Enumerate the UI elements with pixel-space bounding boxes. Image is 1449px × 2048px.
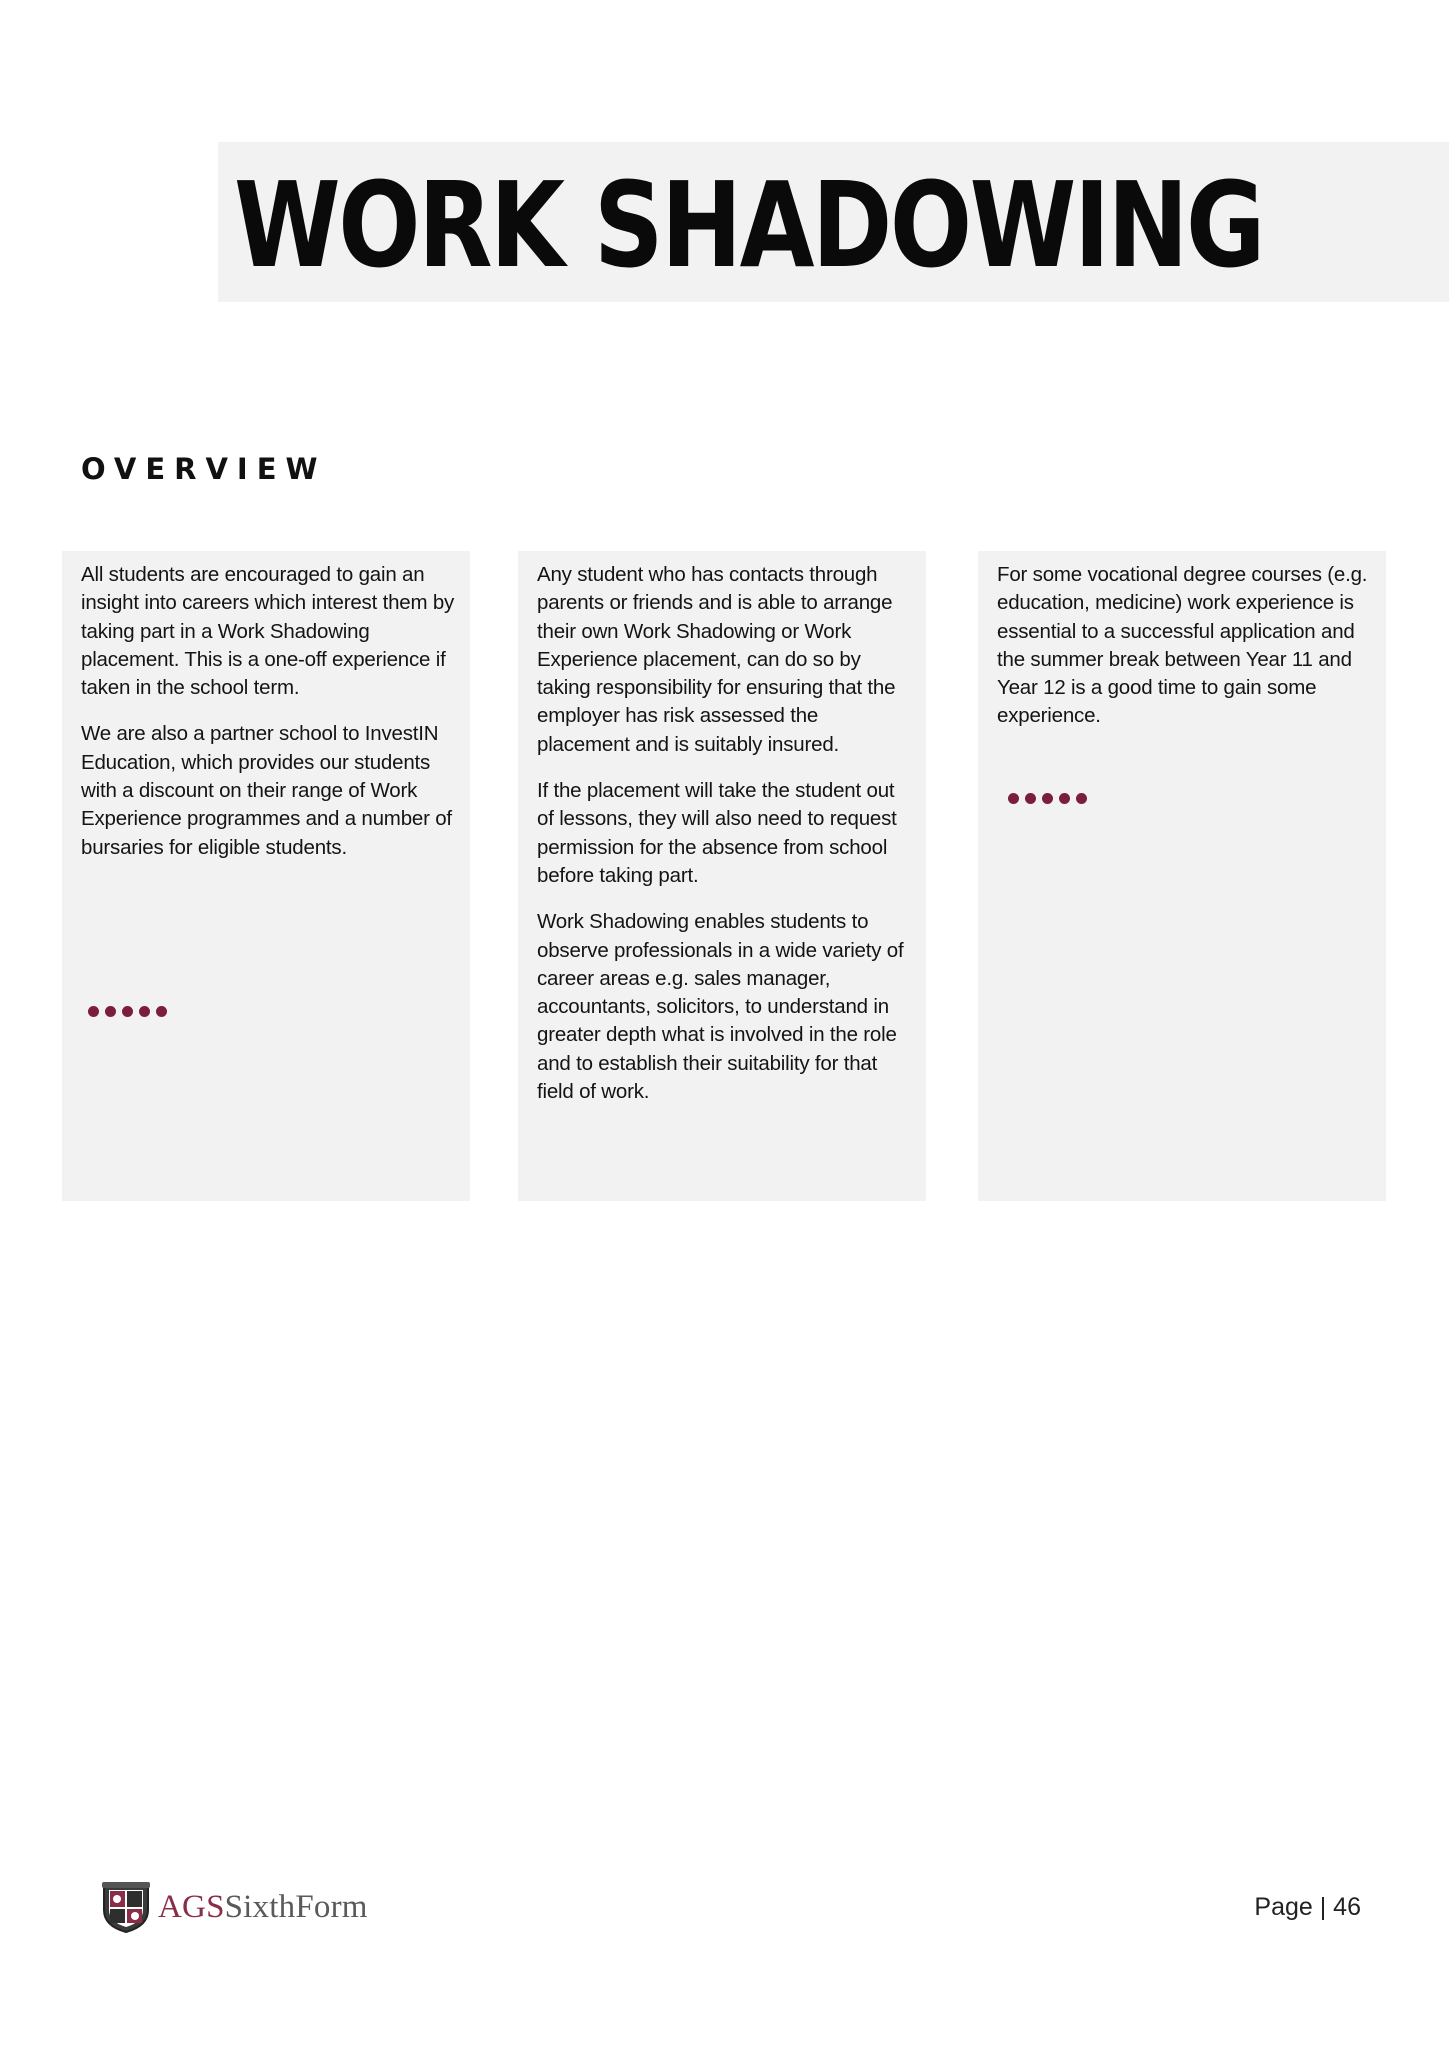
card-paragraph: All students are encouraged to gain an insight into careers which interest them by taking part in a Work Shadowing placement. This is a one-off experience if taken in the school term. (81, 563, 455, 700)
logo-wordmark (158, 1889, 368, 1926)
dot-icon (1042, 793, 1053, 804)
dot-icon (156, 1006, 167, 1017)
dot-icon (1025, 793, 1036, 804)
decorative-dots (88, 1006, 167, 1017)
page-number: Page | 46 (1254, 1893, 1361, 1921)
decorative-dots (1008, 793, 1087, 804)
dot-icon (1059, 793, 1070, 804)
page-title: WORK SHADOWING (234, 156, 1263, 294)
overview-card-1 (62, 551, 470, 1201)
logo-sixthform: SixthForm (224, 1888, 368, 1925)
card-paragraph: For some vocational degree courses (e.g. education, medicine) work experience is essential to a successful application and the summer break between Year 11 and Year 12 is a good time to gain some experience. (997, 563, 1368, 728)
logo-ags: AGS (158, 1888, 225, 1925)
card-paragraph: We are also a partner school to InvestIN Education, which provides our students with a discount on their range of Work Experience programmes and a number of bursaries for eligible students. (81, 722, 452, 859)
dot-icon (122, 1006, 133, 1017)
dot-icon (139, 1006, 150, 1017)
card-paragraph: If the placement will take the student out of lessons, they will also need to request permission for the absence from school before taking part. (537, 779, 897, 887)
card-paragraph: Any student who has contacts through parents or friends and is able to arrange their own Work Shadowing or Work Experience placement, can do so by taking responsibility for ensuring that the employer has risk assessed the placement and is suitably insured. (537, 563, 896, 756)
dot-icon (88, 1006, 99, 1017)
dot-icon (1008, 793, 1019, 804)
dot-icon (1076, 793, 1087, 804)
section-heading: OVERVIEW (81, 452, 327, 486)
crest-icon (100, 1880, 152, 1934)
card-paragraph: Work Shadowing enables students to observe professionals in a wide variety of career areas e.g. sales manager, accountants, solicitors, to understand in greater depth what is involved in the role and to establish their suitability for that field of work. (537, 910, 904, 1104)
overview-card-3 (978, 551, 1386, 1201)
dot-icon (105, 1006, 116, 1017)
school-logo (100, 1880, 368, 1934)
overview-card-2 (518, 551, 926, 1201)
